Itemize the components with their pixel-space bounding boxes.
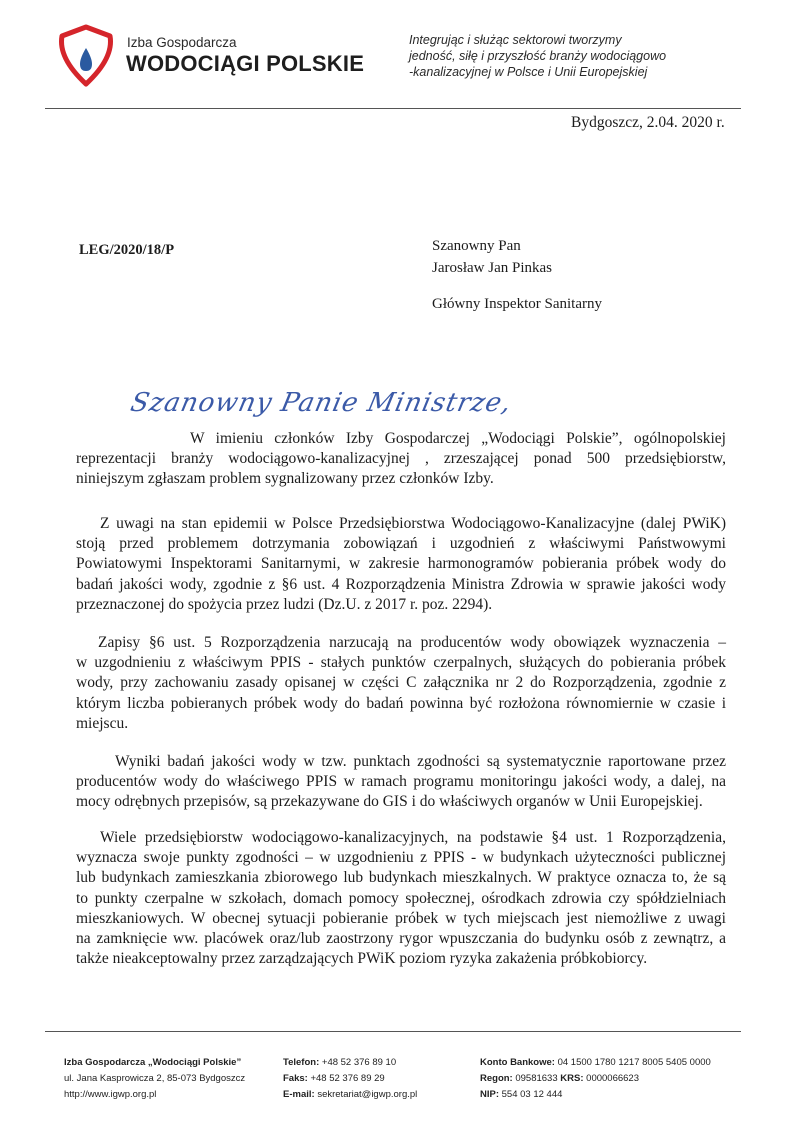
handwritten-salutation-text: Szanowny Panie Ministrze, <box>127 388 515 418</box>
text-line: miejscu. <box>76 714 129 732</box>
recipient-position: Główny Inspektor Sanitarny <box>432 296 602 312</box>
text-line: Zapisy §6 ust. 5 Rozporządzenia narzucają na producentów wody obowiązek wyznaczenia – <box>98 634 726 651</box>
footer-bank-account: 04 1500 1780 1217 8005 5405 0000 <box>557 1057 711 1068</box>
footer-nip: 554 03 12 444 <box>501 1089 563 1100</box>
text-line: mieszkaniowych. W obecnej sytuacji pobieranie próbek w tych miejscach jest niemożliwe z uwagi <box>76 909 726 927</box>
text-line: mocy odrębnych przepisów, są przekazywane do GIS i do właściwych organów w Unii Europejskiej. <box>76 793 703 811</box>
izba-logo-icon <box>56 24 116 88</box>
footer-org-name: Izba Gospodarcza „Wodociągi Polskie” <box>64 1057 242 1068</box>
text-line: wody, przy zachowaniu zasady opisanej w części C załącznika nr 2 do Rozporządzenia, zgodnie z <box>76 674 726 692</box>
motto-line: jedność, siłę i przyszłość branży wodociągowo <box>409 49 667 63</box>
footer-label: E-mail: <box>283 1089 315 1100</box>
motto-line: Integrując i służąc sektorowi tworzymy <box>409 33 622 47</box>
paragraph-5 <box>76 828 726 969</box>
paragraph-3 <box>76 633 726 734</box>
text-line: niniejszym zgłaszam problem sygnalizowany przez członków Izby. <box>76 470 494 488</box>
text-line: przeznaczonej do spożycia przez ludzi (Dz.U. z 2017 r. poz. 2294). <box>76 595 493 613</box>
footer-website-link[interactable]: http://www.igwp.org.pl <box>64 1089 157 1100</box>
text-line: Wiele przedsiębiorstw wodociągowo-kanalizacyjnych, na podstawie §4 ust. 1 Rozporządzenia, <box>100 829 726 846</box>
footer-fax: +48 52 376 89 29 <box>310 1073 385 1084</box>
text-line: wyznacza swoje punkty zgodności – w uzgodnieniu z PPIS - w budynkach użyteczności publicznej <box>76 849 726 867</box>
org-name-small: Izba Gospodarcza <box>127 35 237 50</box>
text-line: w uzgodnieniu z właściwym PPIS - stałych punktów czerpalnych, służących do pobierania próbek <box>76 654 726 672</box>
footer-label: KRS: <box>560 1073 584 1084</box>
footer-bank <box>480 1055 711 1103</box>
footer-krs: 0000066623 <box>586 1073 639 1084</box>
text-line: Wyniki badań jakości wody w tzw. punktach zgodności są systematycznie raportowane przez <box>115 753 726 770</box>
text-line: Z uwagi na stan epidemii w Polsce Przedsiębiorstwa Wodociągowo-Kanalizacyjne (dalej PWiK) <box>100 515 726 532</box>
letter-date: Bydgoszcz, 2.04. 2020 r. <box>571 114 725 131</box>
recipient-name: Jarosław Jan Pinkas <box>432 260 552 276</box>
text-line: Powiatowymi Inspektorami Sanitarnymi, w zakresie harmonogramów pobierania próbek wody do <box>76 555 726 573</box>
footer-label: Konto Bankowe: <box>480 1057 555 1068</box>
paragraph-2 <box>76 514 726 615</box>
text-line: którym liczba pobieranych próbek wody do badań powinna być rozłożona równomiernie w czasie i <box>76 694 726 712</box>
paragraph-4 <box>76 752 726 813</box>
text-line: lub budynkach zamieszkania zbiorowego lub budynkach mieszkalnych. W praktyce oznacza to, że są <box>76 869 726 887</box>
text-line: stoją przed problemem dotrzymania zobowiązań i uzgodnień z właściwymi Państwowymi <box>76 535 726 553</box>
text-line: na zamknięcie ww. placówek oraz/lub zaostrzony rygor wpuszczania do budynku osób z zewnątrz, a <box>76 930 726 948</box>
org-motto <box>409 32 709 80</box>
footer-email-link[interactable]: sekretariat@igwp.org.pl <box>317 1089 418 1100</box>
footer-address <box>64 1055 245 1103</box>
recipient-salutation: Szanowny Pan <box>432 238 521 254</box>
handwritten-salutation <box>127 375 515 427</box>
text-line: producentów wody do właściwego PPIS w ramach programu monitoringu jakości wody, a dalej, na <box>76 773 726 791</box>
footer-label: NIP: <box>480 1089 499 1100</box>
footer-regon: 09581633 <box>515 1073 558 1084</box>
text-line: badań jakości wody, zgodnie z §6 ust. 4 Rozporządzenia Ministra Zdrowia w sprawie jakości wody <box>76 575 726 593</box>
footer-label: Regon: <box>480 1073 513 1084</box>
text-line: także nieakceptowalny przez zarządzających PWiK poziom ryzyka zakażenia próbkobiorcy. <box>76 950 648 968</box>
header-divider <box>45 108 741 109</box>
paragraph-1 <box>76 429 726 490</box>
org-name-large: WODOCIĄGI POLSKIE <box>126 51 365 76</box>
footer-street: ul. Jana Kasprowicza 2, 85-073 Bydgoszcz <box>64 1073 246 1084</box>
footer-phone: +48 52 376 89 10 <box>321 1057 397 1068</box>
footer-contact <box>283 1055 417 1103</box>
footer-label: Telefon: <box>283 1057 320 1068</box>
footer-divider <box>45 1031 741 1032</box>
footer-label: Faks: <box>283 1073 308 1084</box>
text-line: to punkty czerpalne w szkołach, domach pomocy społecznej, ośrodkach zdrowia czy spółdzielniach <box>76 889 726 907</box>
motto-line: -kanalizacyjnej w Polsce i Unii Europejskiej <box>409 65 648 79</box>
text-line: W imieniu członków Izby Gospodarczej „Wodociągi Polskie”, ogólnopolskiej <box>190 430 726 447</box>
reference-number: LEG/2020/18/P <box>79 242 175 258</box>
text-line: reprezentacji branży wodociągowo-kanalizacyjnej , zrzeszającej ponad 500 przedsiębiorstw, <box>76 450 726 468</box>
